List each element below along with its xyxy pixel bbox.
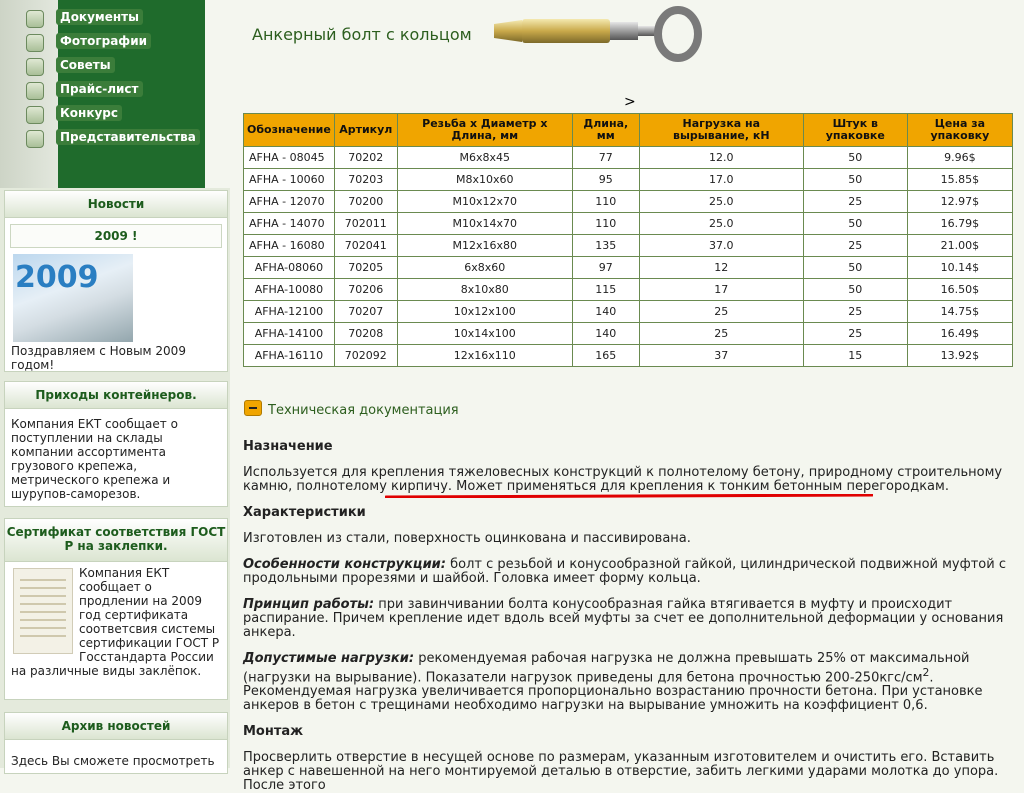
cell: 15 bbox=[803, 345, 907, 367]
cell: 110 bbox=[572, 213, 639, 235]
nav-bullet-icon bbox=[26, 10, 44, 28]
purpose-text: Используется для крепления тяжеловесных конструкций к полнотелому бетону, природному строительному камню, полнотелому кирпичу. Может применяться для крепления к тонким бетонным перегородкам. bbox=[243, 465, 1003, 494]
table-row bbox=[244, 301, 1013, 323]
nav-bullet-icon bbox=[26, 130, 44, 148]
cell: 165 bbox=[572, 345, 639, 367]
thin-partition-note: Может применяться для крепления к тонким бетонным перегородкам. bbox=[456, 479, 949, 494]
cell: 8x10x80 bbox=[397, 279, 572, 301]
col-price: Цена за упаковку bbox=[907, 114, 1012, 147]
table-row bbox=[244, 235, 1013, 257]
cell: AFHA-08060 bbox=[244, 257, 335, 279]
cell: AFHA - 16080 bbox=[244, 235, 335, 257]
cell: 50 bbox=[803, 169, 907, 191]
cell: 25 bbox=[803, 235, 907, 257]
cell: 70203 bbox=[334, 169, 397, 191]
tech-doc-toggle[interactable] bbox=[244, 400, 459, 418]
cell: AFHA - 10060 bbox=[244, 169, 335, 191]
cell: 16.50$ bbox=[907, 279, 1012, 301]
cell: 70207 bbox=[334, 301, 397, 323]
cell: 10x14x100 bbox=[397, 323, 572, 345]
cell: 70206 bbox=[334, 279, 397, 301]
new-year-image[interactable] bbox=[13, 254, 133, 342]
cell: AFHA-14100 bbox=[244, 323, 335, 345]
tech-doc-content bbox=[243, 440, 1019, 793]
cell: 25 bbox=[639, 301, 803, 323]
col-designation: Обозначение bbox=[244, 114, 335, 147]
col-article: Артикул bbox=[334, 114, 397, 147]
news-item-text: Поздравляем с Новым 2009 годом! bbox=[11, 344, 186, 372]
collapse-icon[interactable] bbox=[244, 400, 262, 416]
design-features-text: Особенности конструкции: болт с резьбой и конусообразной гайкой, цилиндрической подвижной муфтой с продольными прорезями и шайбой. Головка имеет форму кольца. bbox=[243, 557, 1006, 586]
nav-item-label[interactable]: Представительства bbox=[56, 129, 200, 145]
cell: 110 bbox=[572, 191, 639, 213]
cell: M12x16x80 bbox=[397, 235, 572, 257]
cell: 135 bbox=[572, 235, 639, 257]
arrow-marker: > bbox=[624, 94, 636, 110]
cell: 50 bbox=[803, 257, 907, 279]
cell: M6x8x45 bbox=[397, 147, 572, 169]
table-row bbox=[244, 257, 1013, 279]
cell: 16.49$ bbox=[907, 323, 1012, 345]
cell: 70208 bbox=[334, 323, 397, 345]
table-row bbox=[244, 279, 1013, 301]
red-underline-annotation bbox=[385, 494, 873, 498]
col-thread: Резьба х Диаметр х Длина, мм bbox=[397, 114, 572, 147]
news-panel bbox=[4, 190, 228, 372]
nav-item-label[interactable]: Конкурс bbox=[56, 105, 122, 121]
cell: M10x12x70 bbox=[397, 191, 572, 213]
col-length: Длина, мм bbox=[572, 114, 639, 147]
nav-bullet-icon bbox=[26, 58, 44, 76]
archive-text: Здесь Вы сможете просмотреть bbox=[11, 754, 215, 768]
table-row bbox=[244, 169, 1013, 191]
cell: 702092 bbox=[334, 345, 397, 367]
cell: 50 bbox=[803, 213, 907, 235]
cell: 97 bbox=[572, 257, 639, 279]
new-year-image-text: 2009 bbox=[15, 260, 99, 295]
allowed-loads-text: Допустимые нагрузки: рекомендуемая рабочая нагрузка не должна превышать 25% от максимальной (нагрузки на вырывание). Показатели нагрузок приведены для бетона прочностью $200-250кгс/см^2$. Рекомендуемая нагрузка увеличивается пропорционально возрастанию прочности бетона. При установке анкеров в бетон с трещинами необходимо нагрузки на вырывание умножить на коэффициент 0,6. bbox=[243, 651, 983, 714]
cell: 70202 bbox=[334, 147, 397, 169]
cell: 140 bbox=[572, 323, 639, 345]
news-item-title[interactable]: 2009 ! bbox=[10, 224, 222, 248]
cell: 12x16x110 bbox=[397, 345, 572, 367]
cell: 10.14$ bbox=[907, 257, 1012, 279]
cell: 13.92$ bbox=[907, 345, 1012, 367]
cell: 115 bbox=[572, 279, 639, 301]
col-pack: Штук в упаковке bbox=[803, 114, 907, 147]
cell: 95 bbox=[572, 169, 639, 191]
certificate-text: Компания ЕКТ сообщает о продлении на 2009 год сертификата соответсвия системы сертификации ГОСТ Р Госстандарта России на различные виды заклёпок. bbox=[11, 566, 220, 678]
cell: 25 bbox=[803, 191, 907, 213]
cell: 77 bbox=[572, 147, 639, 169]
col-load: Нагрузка на вырывание, кН bbox=[639, 114, 803, 147]
news-head[interactable]: Новости bbox=[5, 191, 227, 218]
cell: AFHA-16110 bbox=[244, 345, 335, 367]
cell: 16.79$ bbox=[907, 213, 1012, 235]
cell: 12 bbox=[639, 257, 803, 279]
cell: 21.00$ bbox=[907, 235, 1012, 257]
table-row bbox=[244, 147, 1013, 169]
nav-bullet-icon bbox=[26, 34, 44, 52]
cell: 25.0 bbox=[639, 191, 803, 213]
certificate-image[interactable] bbox=[13, 568, 73, 654]
cell: 37 bbox=[639, 345, 803, 367]
purpose-heading: Назначение bbox=[243, 439, 333, 454]
table-row bbox=[244, 191, 1013, 213]
cell: 25 bbox=[639, 323, 803, 345]
anchor-bolt-image bbox=[492, 4, 706, 64]
cell: 70200 bbox=[334, 191, 397, 213]
table-row bbox=[244, 323, 1013, 345]
table-row bbox=[244, 345, 1013, 367]
cell: 12.0 bbox=[639, 147, 803, 169]
cell: 50 bbox=[803, 147, 907, 169]
spec-table bbox=[243, 113, 1013, 367]
nav-item-label[interactable]: Фотографии bbox=[56, 33, 151, 49]
cell: AFHA-10080 bbox=[244, 279, 335, 301]
main-content bbox=[230, 0, 1024, 793]
cell: 140 bbox=[572, 301, 639, 323]
cell: 37.0 bbox=[639, 235, 803, 257]
mounting-heading: Монтаж bbox=[243, 724, 304, 740]
nav-item-label[interactable]: Прайс-лист bbox=[56, 81, 143, 97]
containers-head[interactable]: Приходы контейнеров. bbox=[5, 382, 227, 409]
table-header-row bbox=[244, 114, 1013, 147]
cell: 702041 bbox=[334, 235, 397, 257]
cell: AFHA - 08045 bbox=[244, 147, 335, 169]
containers-panel bbox=[4, 381, 228, 507]
cell: 6x8x60 bbox=[397, 257, 572, 279]
mounting-text: Просверлить отверстие в несущей основе по размерам, указанным изготовителем и очистить его. Вставить анкер с навешенной на него монтируемой деталью в отверстие, забить легкими ударами молотка до упора. После этого bbox=[243, 750, 999, 793]
cell: AFHA-12100 bbox=[244, 301, 335, 323]
cell: 70205 bbox=[334, 257, 397, 279]
table-row bbox=[244, 213, 1013, 235]
cell: 25 bbox=[803, 323, 907, 345]
cell: 10x12x100 bbox=[397, 301, 572, 323]
tech-doc-title[interactable]: Техническая документация bbox=[268, 403, 459, 418]
archive-head[interactable]: Архив новостей bbox=[5, 713, 227, 740]
cell: 17.0 bbox=[639, 169, 803, 191]
news-sidebar bbox=[0, 188, 230, 768]
cell: 9.96$ bbox=[907, 147, 1012, 169]
certificate-head[interactable]: Сертификат соответствия ГОСТ Р на заклепки. bbox=[5, 519, 227, 562]
product-title: Анкерный болт с кольцом bbox=[252, 25, 472, 44]
cell: 17 bbox=[639, 279, 803, 301]
nav-item-label[interactable]: Документы bbox=[56, 9, 143, 25]
archive-panel bbox=[4, 712, 228, 774]
cell: 12.97$ bbox=[907, 191, 1012, 213]
certificate-panel bbox=[4, 518, 228, 700]
nav-bullet-icon bbox=[26, 82, 44, 100]
cell: 702011 bbox=[334, 213, 397, 235]
cell: M8x10x60 bbox=[397, 169, 572, 191]
working-principle-text: Принцип работы: при завинчивании болта конусообразная гайка втягивается в муфту и происходит распирание. Причем крепление идет вдоль всей муфты за счет ее дополнительной деформации у основания анкера. bbox=[243, 597, 1004, 640]
cell: 15.85$ bbox=[907, 169, 1012, 191]
cell: AFHA - 14070 bbox=[244, 213, 335, 235]
characteristics-text: Изготовлен из стали, поверхность оцинкована и пассивирована. bbox=[243, 531, 691, 546]
nav-bullet-icon bbox=[26, 106, 44, 124]
cell: 14.75$ bbox=[907, 301, 1012, 323]
nav-item-label[interactable]: Советы bbox=[56, 57, 115, 73]
cell: AFHA - 12070 bbox=[244, 191, 335, 213]
cell: 25 bbox=[803, 301, 907, 323]
containers-text: Компания ЕКТ сообщает о поступлении на склады компании ассортимента грузового крепежа, метрического крепежа и шурупов-саморезов. bbox=[11, 417, 178, 501]
cell: 50 bbox=[803, 279, 907, 301]
cell: M10x14x70 bbox=[397, 213, 572, 235]
cell: 25.0 bbox=[639, 213, 803, 235]
characteristics-heading: Характеристики bbox=[243, 505, 366, 520]
